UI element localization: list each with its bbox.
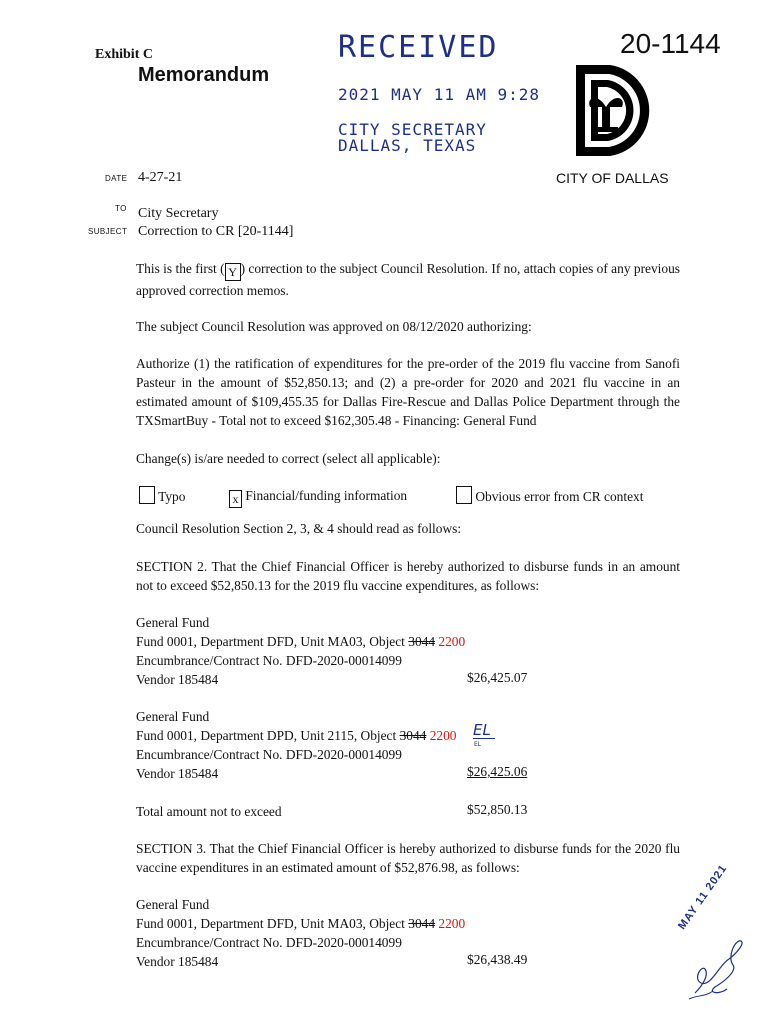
total-label: Total amount not to exceed — [136, 804, 282, 819]
dallas-logo-icon — [572, 63, 664, 158]
date-value: 4-27-21 — [138, 170, 183, 185]
first-correction-paragraph: This is the first ( Y ) correction to the subject Council Resolution. If no, attach copies of any previous approved correction memos. — [136, 261, 680, 298]
memo-title: Memorandum — [138, 64, 270, 86]
option-financial: x Financial/funding information — [229, 486, 407, 508]
signature-scribble — [685, 935, 755, 1005]
margin-date-stamp: MAY 11 2021 — [676, 862, 730, 932]
block1-encumbrance: Encumbrance/Contract No. DFD-2020-00014099 — [136, 653, 402, 668]
initials-caption: EL — [474, 741, 482, 748]
handwritten-initials: EL — [473, 722, 495, 739]
dallas-texas-stamp: DALLAS, TEXAS — [338, 136, 477, 155]
financial-checkbox[interactable]: x — [229, 490, 242, 508]
block3-amount: $26,438.49 — [467, 952, 528, 967]
city-name: CITY OF DALLAS — [556, 170, 669, 186]
obvious-error-checkbox[interactable] — [456, 486, 472, 504]
block1-vendor: Vendor 185484 — [136, 672, 219, 687]
block2-encumbrance: Encumbrance/Contract No. DFD-2020-00014099 — [136, 747, 402, 762]
doc-number: 20-1144 — [620, 28, 721, 59]
changes-prompt: Change(s) is/are needed to correct (select all applicable): — [136, 451, 441, 466]
block3-fund: General Fund — [136, 897, 210, 912]
block1-fund-line: Fund 0001, Department DFD, Unit MA03, Object 3044 2200 — [136, 634, 466, 649]
block2-fund: General Fund — [136, 709, 210, 724]
exhibit-label: Exhibit C — [95, 47, 153, 62]
total-amount: $52,850.13 — [467, 802, 528, 817]
block3-encumbrance: Encumbrance/Contract No. DFD-2020-00014099 — [136, 935, 402, 950]
new-object-code: 2200 — [429, 728, 457, 743]
section-2-paragraph: SECTION 2. That the Chief Financial Officer is hereby authorized to disburse funds in an amount not to exceed $52,850.13 for the 2019 flu vaccine expenditures, as follows: — [136, 559, 680, 593]
block3-fund-line: Fund 0001, Department DFD, Unit MA03, Object 3044 2200 — [136, 916, 466, 931]
block2-fund-line: Fund 0001, Department DPD, Unit 2115, Object 3044 2200 — [136, 728, 457, 743]
block2-vendor: Vendor 185484 — [136, 766, 219, 781]
block1-amount: $26,425.07 — [467, 670, 528, 685]
old-object-code: 3044 — [408, 634, 436, 649]
to-label: TO — [115, 204, 127, 213]
read-as-paragraph: Council Resolution Section 2, 3, & 4 should read as follows: — [136, 521, 462, 536]
subject-label: SUBJECT — [88, 227, 128, 236]
to-value: City Secretary — [138, 206, 219, 221]
old-object-code: 3044 — [399, 728, 427, 743]
typo-checkbox[interactable] — [139, 486, 155, 504]
new-object-code: 2200 — [438, 634, 466, 649]
correction-count-box: Y — [225, 263, 241, 281]
block3-vendor: Vendor 185484 — [136, 954, 219, 969]
block1-fund: General Fund — [136, 615, 210, 630]
old-object-code: 3044 — [408, 916, 436, 931]
option-typo: Typo — [139, 486, 185, 506]
approved-paragraph: The subject Council Resolution was approved on 08/12/2020 authorizing: — [136, 319, 532, 334]
city-secretary-stamp: CITY SECRETARY — [338, 120, 487, 139]
block2-amount: $26,425.06 — [467, 764, 528, 779]
received-stamp: RECEIVED — [338, 30, 499, 65]
date-label: DATE — [105, 174, 128, 183]
section-3-paragraph: SECTION 3. That the Chief Financial Officer is hereby authorized to disburse funds for the 2020 flu vaccine expenditures in an estimated amount of $52,876.98, as follows: — [136, 841, 680, 875]
new-object-code: 2200 — [438, 916, 466, 931]
subject-value: Correction to CR [20-1144] — [138, 224, 294, 239]
option-obvious-error: Obvious error from CR context — [456, 486, 643, 506]
authorize-paragraph: Authorize (1) the ratification of expenditures for the pre-order of the 2019 flu vaccine from Sanofi Pasteur in the amount of $52,850.13; and (2) a pre-order for 2020 and 2021 flu vaccine in an estimated amount of $109,455.35 for Dallas Fire-Rescue and Dallas Police Department through the TXSmartBuy - Total not to exceed $162,305.48 - Financing: General Fund — [136, 356, 680, 428]
received-date-stamp: 2021 MAY 11 AM 9:28 — [338, 85, 541, 104]
